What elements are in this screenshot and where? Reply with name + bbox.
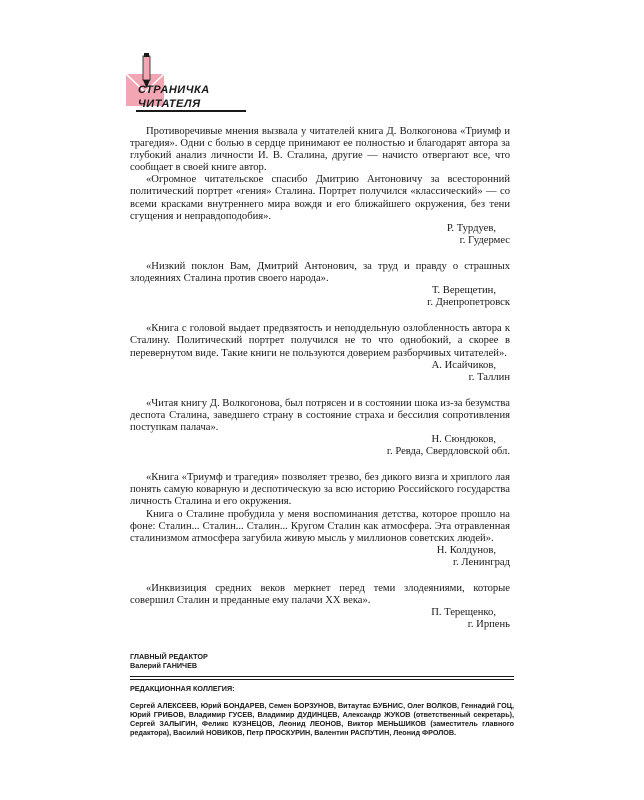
author-name: Н. Колдунов,	[436, 544, 496, 556]
letter-text: «Огромное читательское спасибо Дмитрию Антоновичу за всесторонний политический портрет «гения» Сталина. Портрет получился «классический» — со всеми красками внутреннего мира вождя и его ближайшего окружения, без тени сгущения и неправдоподобия».	[130, 174, 510, 222]
signature	[130, 223, 510, 247]
column-title-line2: ЧИТАТЕЛЯ	[138, 98, 201, 110]
letter-text: «Читая книгу Д. Волкогонова, был потрясен и в состоянии шока из-за безумства деспота Сталина, заведшего страну в состояние страха и бессилия сопротивления поступкам палача».	[130, 397, 510, 433]
editor-title: ГЛАВНЫЙ РЕДАКТОР	[130, 652, 208, 661]
editor-name: Валерий ГАНИЧЕВ	[130, 661, 198, 670]
pen-cap	[144, 53, 149, 57]
author-name: Т. Верещетин,	[432, 285, 496, 297]
letter-4	[130, 398, 510, 458]
column-logo	[122, 52, 252, 114]
letter-text: «Книга «Триумф и трагедия» позволяет трезво, без дикого визга и хриплого лая понять самую коварную и деспотическую за всю историю Российского государства личность Сталина и его окружения.	[130, 472, 510, 508]
signature	[130, 607, 510, 631]
letter-2	[130, 261, 510, 309]
signature	[130, 360, 510, 384]
letter-text: «Инквизиция средних веков меркнет перед теми злодеяниями, которые совершил Сталин и преданные ему палачи XX века».	[130, 583, 510, 607]
logo-underline	[136, 110, 246, 112]
author-city: г. Ленинград	[452, 556, 510, 568]
author-city: г. Гудермес	[459, 234, 510, 246]
author-name: П. Терещенко,	[431, 607, 496, 619]
letter-1	[130, 174, 510, 247]
author-name: Р. Турдуев,	[446, 222, 496, 234]
letter-5	[130, 472, 510, 569]
board-members: Сергей АЛЕКСЕЕВ, Юрий БОНДАРЕВ, Семен БОРЗУНОВ, Витаутас БУБНИС, Олег ВОЛКОВ, Геннадий ГОЦ, Юрий ГРИБОВ, Владимир ГУСЕВ, Владимир ДУДИНЦЕВ, Александр ЖУКОВ (ответственный секретарь), Сергей ЗАЛЫГИН, Феликс КУЗНЕЦОВ, Леонид ЛЕОНОВ, Виктор МЕНЬШИКОВ (заместитель главного редактора), Василий НОВИКОВ, Петр ПРОСКУРИН, Валентин РАСПУТИН, Леонид ФРОЛОВ.	[130, 701, 514, 737]
letter-6	[130, 583, 510, 631]
signature	[130, 285, 510, 309]
author-name: А. Исайчиков,	[431, 359, 496, 371]
divider	[130, 679, 514, 680]
author-city: г. Днепропетровск	[427, 297, 510, 309]
letter-text: Книга о Сталине пробудила у меня воспоминания детства, которое прошло на фоне: Сталин... Сталин... Сталин... Кругом Сталин как атмосфера. Эта отравленная сталинизмом атмосфера загубила живую мысль у миллионов советских людей».	[130, 508, 510, 544]
pen-body	[143, 56, 150, 80]
author-name: Н. Сюндюков,	[431, 434, 496, 446]
letter-text: «Книга с головой выдает предвзятость и неподдельную озлобленность автора к Сталину. Политический портрет получился не то что однобокий, а скорее в перевернутом виде. Такие книги не пользуются доверием разборчивых читателей».	[130, 323, 510, 359]
article-body	[130, 126, 510, 645]
intro-paragraph: Противоречивые мнения вызвала у читателей книга Д. Волкогонова «Триумф и трагедия». Одни с болью в сердце принимают ее полностью и благодарят автора за глубокий анализ личности И. В. Сталина, другие — начисто отвергают все, что сообщает в своей книге автор.	[130, 126, 510, 174]
column-title-line1: СТРАНИЧКА	[138, 84, 210, 96]
signature	[130, 434, 510, 458]
board-title: РЕДАКЦИОННАЯ КОЛЛЕГИЯ:	[130, 684, 235, 693]
letter-3	[130, 323, 510, 383]
author-city: г. Ирпень	[467, 619, 510, 631]
author-city: г. Ревда, Свердловской обл.	[386, 446, 510, 458]
author-city: г. Таллин	[468, 371, 510, 383]
letter-text: «Низкий поклон Вам, Дмитрий Антонович, за труд и правду о страшных злодеяниях Сталина против своего народа».	[130, 260, 510, 285]
divider	[130, 676, 514, 677]
signature	[130, 545, 510, 569]
masthead	[130, 652, 514, 737]
